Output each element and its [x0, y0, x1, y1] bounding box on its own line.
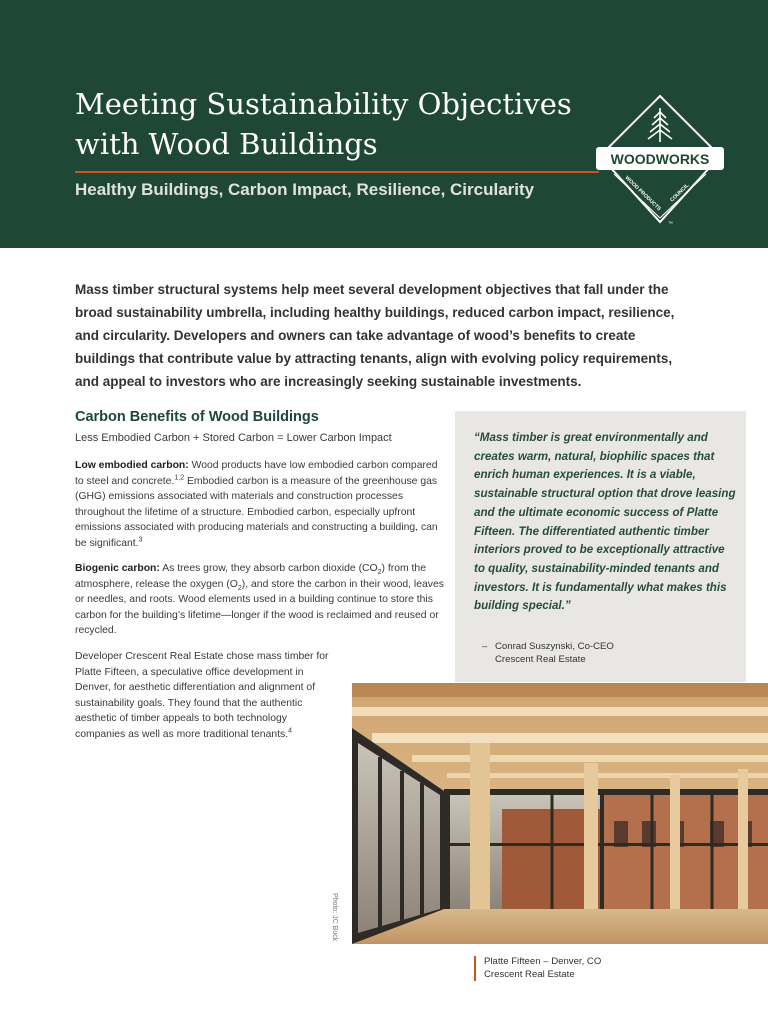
paragraph-lead: Biogenic carbon: — [75, 563, 160, 574]
footnote-ref: 3 — [138, 536, 143, 544]
title-line-2: with Wood Buildings — [75, 127, 378, 161]
logo-trademark: ™ — [668, 221, 673, 227]
title-rule — [75, 171, 599, 173]
caption-line-2: Crescent Real Estate — [484, 968, 575, 980]
paragraph-lead: Low embodied carbon: — [75, 460, 189, 471]
page-title — [75, 84, 595, 164]
biogenic-carbon-paragraph: Biogenic carbon: As trees grow, they absorb carbon dioxide $(CO_2)$ from the atmosphere, release the oxygen $(O_2)$, and store the carbon in their wood, leaves or needles, and roots. Wood elements used in a building continue to store this carbon for the building’s lifetime—longer if the wood is reclaimed and reused or recycled. — [75, 563, 444, 636]
building-interior-photo — [352, 683, 768, 944]
caption-line-1: Platte Fifteen – Denver, CO — [484, 956, 602, 967]
woodworks-logo — [594, 94, 726, 228]
photo-credit: Photo: JC Buck — [331, 893, 338, 942]
logo-brand: WOODWORKS — [610, 151, 710, 167]
photo-caption — [474, 956, 601, 981]
attribution-name: Conrad Suszynski, Co-CEO — [495, 641, 614, 652]
pull-quote-box — [455, 411, 746, 682]
header-banner — [0, 0, 768, 248]
footnote-ref: 1,2 — [174, 474, 185, 482]
logo-ribbon-right: COUNCIL — [669, 182, 691, 204]
quote-attribution — [482, 640, 614, 666]
logo-ribbon-left: WOOD PRODUCTS — [623, 175, 662, 213]
attribution-dash: – — [482, 641, 488, 652]
footnote-ref: 4 — [288, 727, 293, 735]
page-subtitle: Healthy Buildings, Carbon Impact, Resilience, Circularity — [75, 180, 535, 199]
section-subheading: Less Embodied Carbon + Stored Carbon = Lower Carbon Impact — [75, 432, 392, 444]
intro-paragraph: Mass timber structural systems help meet several development objectives that fall under the broad sustainability umbrella, including healthy buildings, reduced carbon impact, resilience, and circularity. Developers and owners can take advantage of wood’s benefits to create buildings that contribute value by attracting tenants, align with evolving policy requirements, and appeal to investors who are increasingly seeking sustainable investments. — [75, 282, 675, 389]
title-line-1: Meeting Sustainability Objectives — [75, 87, 572, 121]
section-heading: Carbon Benefits of Wood Buildings — [75, 409, 319, 425]
tree-icon — [648, 108, 672, 142]
developer-paragraph: Developer Crescent Real Estate chose mass timber for Platte Fifteen, a speculative office development in Denver, for aesthetic differentiation and alignment of sustainability goals. They found that the authentic aesthetic of timber appeals to both technology companies as well as more traditional tenants.$^4$ — [75, 651, 329, 740]
pull-quote: “Mass timber is great environmentally and creates warm, natural, biophilic spaces that enrich human experiences. It is a viable, sustainable structural option that drove leasing and the ultimate economic success of Platte Fifteen. The differentiated authentic timber interiors proved to be exceptionally attractive to quality, sustainability-minded tenants and investors. It is fundamentally what makes this building special.” — [474, 431, 736, 613]
embodied-carbon-paragraph: Low embodied carbon: Wood products have low embodied carbon compared to steel and concrete.$^{1,2}$ Embodied carbon is a measure of the greenhouse gas (GHG) emissions associated with materials and construction processes throughout the lifetime of a structure. Embodied carbon, especially upfront emissions associated with producing materials and constructing a building, can be significant.$^3$ — [75, 460, 438, 549]
attribution-org: Crescent Real Estate — [495, 654, 586, 665]
